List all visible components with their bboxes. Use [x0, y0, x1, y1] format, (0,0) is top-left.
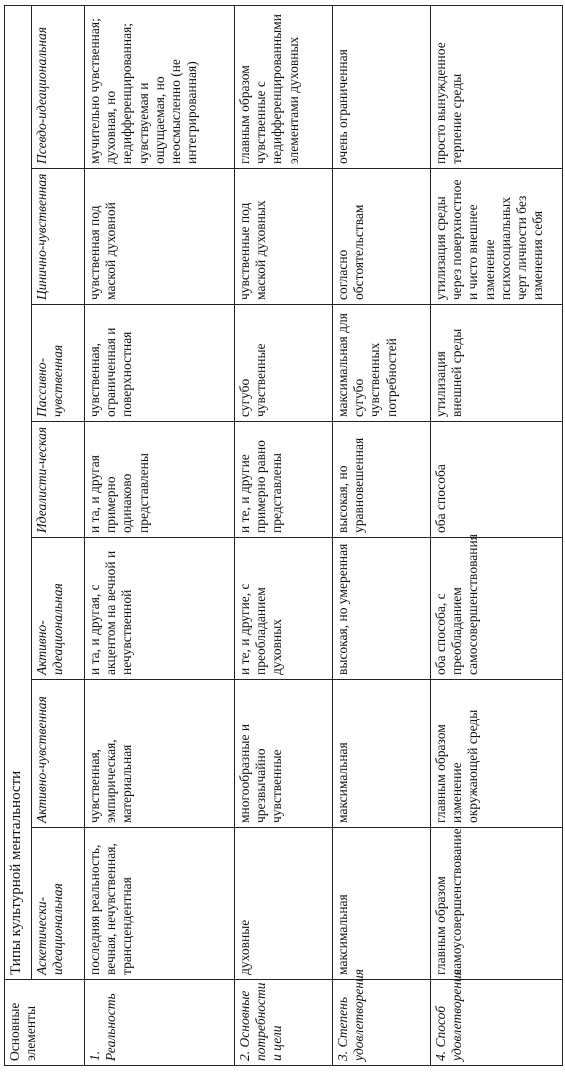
- table-cell: и та, и другая, с акцентом на вечной и нечувственной: [85, 538, 235, 680]
- row-label: Способ удовлетворения: [433, 968, 465, 1061]
- corner-header: Основные элементы: [5, 980, 85, 1066]
- row-label: Степень удовлетворения: [335, 968, 367, 1061]
- group-header-row: [5, 5, 32, 1065]
- column-header: Активно-идеациональная: [32, 538, 85, 680]
- column-header: Активно-чувственная: [32, 680, 85, 828]
- table-cell: чувственная под маской духовной: [85, 169, 235, 305]
- table-cell: и те, и другие примерно равно представлены: [235, 422, 333, 538]
- table-cell: духовные: [235, 828, 333, 980]
- table-cell: чувственная, эмпирическая, материальная: [85, 680, 235, 828]
- table-cell: главным образом самоусовершенствование: [431, 828, 563, 980]
- row-number: 4.: [433, 1050, 448, 1061]
- column-header: Пассивно-чувственная: [32, 305, 85, 422]
- table-row: [431, 5, 563, 1065]
- row-label: Основные потребности и цели: [237, 982, 285, 1061]
- table-row: [333, 5, 431, 1065]
- table-row: [85, 5, 235, 1065]
- table-cell: утилизация внешней среды: [431, 305, 563, 422]
- row-number: 3.: [335, 1050, 350, 1061]
- column-header: Цинично-чувственная: [32, 169, 85, 305]
- mentality-types-table: [4, 5, 563, 1066]
- table-cell: оба способа, с преобладанием самосовершенствования: [431, 538, 563, 680]
- row-header: [333, 968, 431, 1066]
- table-cell: и те, и другие, с преобладанием духовных: [235, 538, 333, 680]
- row-header: [235, 980, 333, 1066]
- table-row: [235, 5, 333, 1065]
- table-cell: мучительно чувственная; духовная, но недифференцированная; чувствуемая и ощущаемая, но неосмысленно (не интегрированная): [85, 5, 235, 168]
- table-cell: сугубо чувственные: [235, 305, 333, 422]
- table-cell: высокая, но уравновешенная: [333, 422, 431, 538]
- table-cell: и та, и другая примерно одинаково представлены: [85, 422, 235, 538]
- table-cell: очень ограниченная: [333, 5, 431, 168]
- table-cell: чувственная, ограниченная и поверхностная: [85, 305, 235, 422]
- row-header: [431, 968, 563, 1066]
- table-cell: максимальная: [333, 680, 431, 828]
- table-cell: максимальная: [333, 828, 431, 980]
- table-cell: высокая, но умеренная: [333, 538, 431, 680]
- row-header: [85, 980, 235, 1066]
- table-cell: утилизация среды через поверхностное и чисто внешнее изменение психосоциальных черт личности без изменения себя: [431, 169, 563, 305]
- row-number: 2.: [237, 1050, 252, 1061]
- table-cell: согласно обстоятельствам: [333, 169, 431, 305]
- row-number: 1.: [87, 1050, 102, 1061]
- table-cell: оба способа: [431, 422, 563, 538]
- table-cell: максимальная для сугубо чувственных потребностей: [333, 305, 431, 422]
- table-cell: многообразные и чрезвычайно чувственные: [235, 680, 333, 828]
- table-cell: просто вынужденное терпение среды: [431, 5, 563, 168]
- column-header: Идеалисти-ческая: [32, 422, 85, 538]
- row-label: Реальность: [103, 993, 119, 1061]
- table-cell: последняя реальность, вечная, нечувственная, трансцендентная: [85, 828, 235, 980]
- column-header: Псевдо-идеациональная: [32, 5, 85, 168]
- column-header-row: [32, 5, 85, 1065]
- group-header: Типы культурной ментальности: [5, 5, 32, 979]
- table-cell: чувственные под маской духовных: [235, 169, 333, 305]
- table-cell: главным образом изменение окружающей среды: [431, 680, 563, 828]
- table-cell: главным образом чувственные с недифференцированными элементами духовных: [235, 5, 333, 168]
- column-header: Аскетически-идеациональная: [32, 828, 85, 980]
